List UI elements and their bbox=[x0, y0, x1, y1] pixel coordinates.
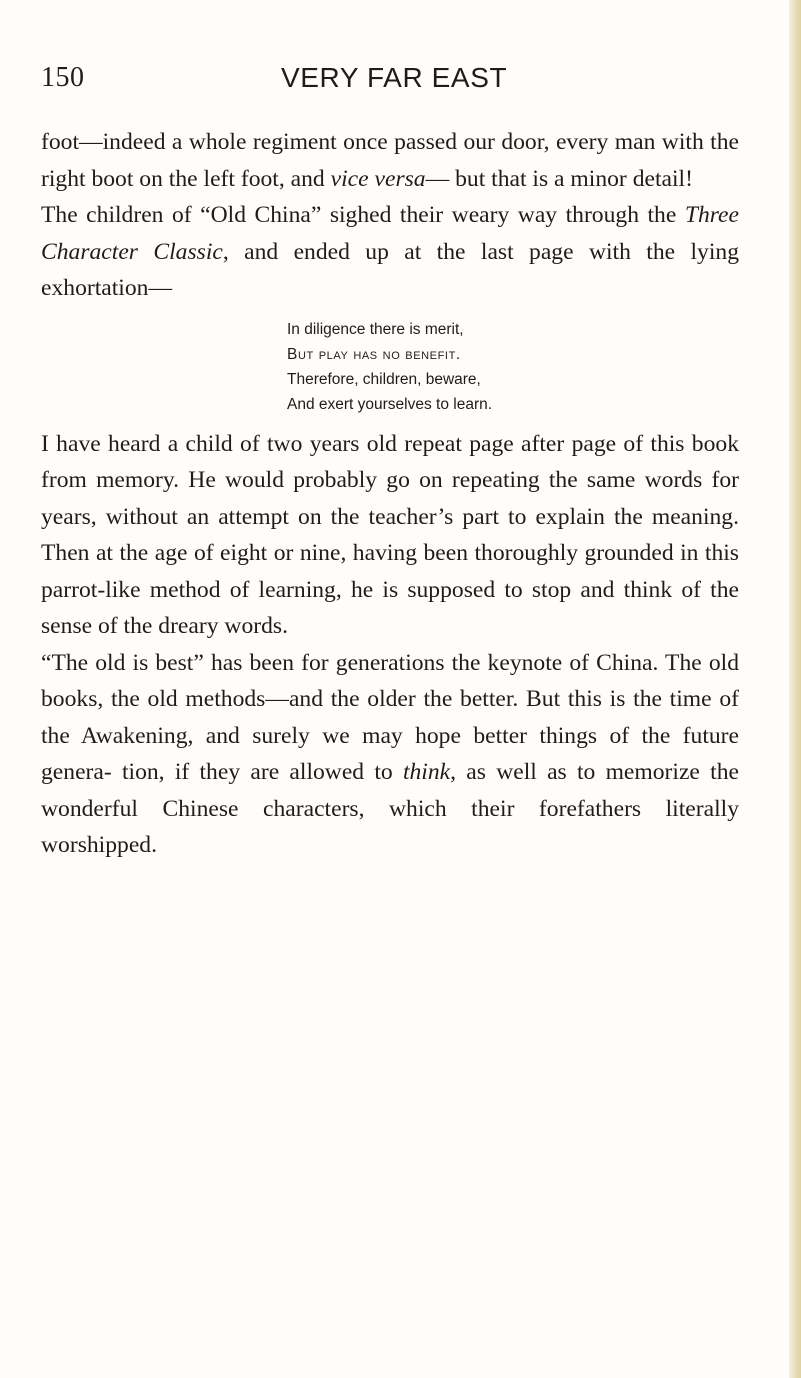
paragraph-1-italic: vice versa bbox=[330, 165, 426, 192]
poem-line: But play has no benefit. bbox=[287, 345, 461, 363]
body-text bbox=[41, 124, 739, 864]
page-number: 150 bbox=[41, 62, 85, 93]
poem-line: Therefore, children, beware, bbox=[287, 370, 481, 388]
paragraph-3: I have heard a child of two years old repeat page after page of this book from memory. He would probably go on repeating the same words for years, without an attempt on the teacher’s part to explain the meaning. Then at the age of eight or nine, having been thoroughly grounded in this parrot-like method of learning, he is supposed to stop and think of the sense of the dreary words. bbox=[41, 430, 739, 639]
paragraph-4 bbox=[41, 645, 739, 864]
page-edge bbox=[789, 0, 801, 1378]
poem-line: And exert yourselves to learn. bbox=[287, 395, 493, 413]
paragraph-2-part-c: , and ended up at the last page with the lying exhortation— bbox=[41, 238, 739, 301]
paragraph-4-italic: think bbox=[402, 759, 451, 785]
paragraph-2-italic: Three Character Classic bbox=[41, 202, 739, 265]
running-head bbox=[40, 62, 740, 102]
paragraph-4-part-a: “The old is best” has been for generations the keynote of China. The old books, the old methods—and the older the better. But this is the time of the Awakening, and surely we may hope better things of the future genera- tion, if they are allowed to bbox=[41, 649, 739, 785]
paragraph-4-part-c: , as well as to memorize the wonderful Chinese characters, which their forefathers literally worshipped. bbox=[41, 759, 739, 858]
paragraph-2-part-a: The children of “Old China” sighed their weary way through the bbox=[41, 202, 685, 228]
poem-line: In diligence there is merit, bbox=[287, 320, 464, 338]
poem-quote bbox=[287, 317, 739, 417]
page-title: VERY FAR EAST bbox=[281, 62, 508, 93]
paragraph-1-part-a: foot—indeed a whole regiment once passed our door, every man with the right boot on the left foot, and bbox=[41, 129, 739, 192]
paragraph-2 bbox=[41, 197, 739, 307]
paragraph-1 bbox=[41, 124, 739, 197]
paragraph-1-part-c: — but that is a minor detail! bbox=[425, 165, 693, 192]
